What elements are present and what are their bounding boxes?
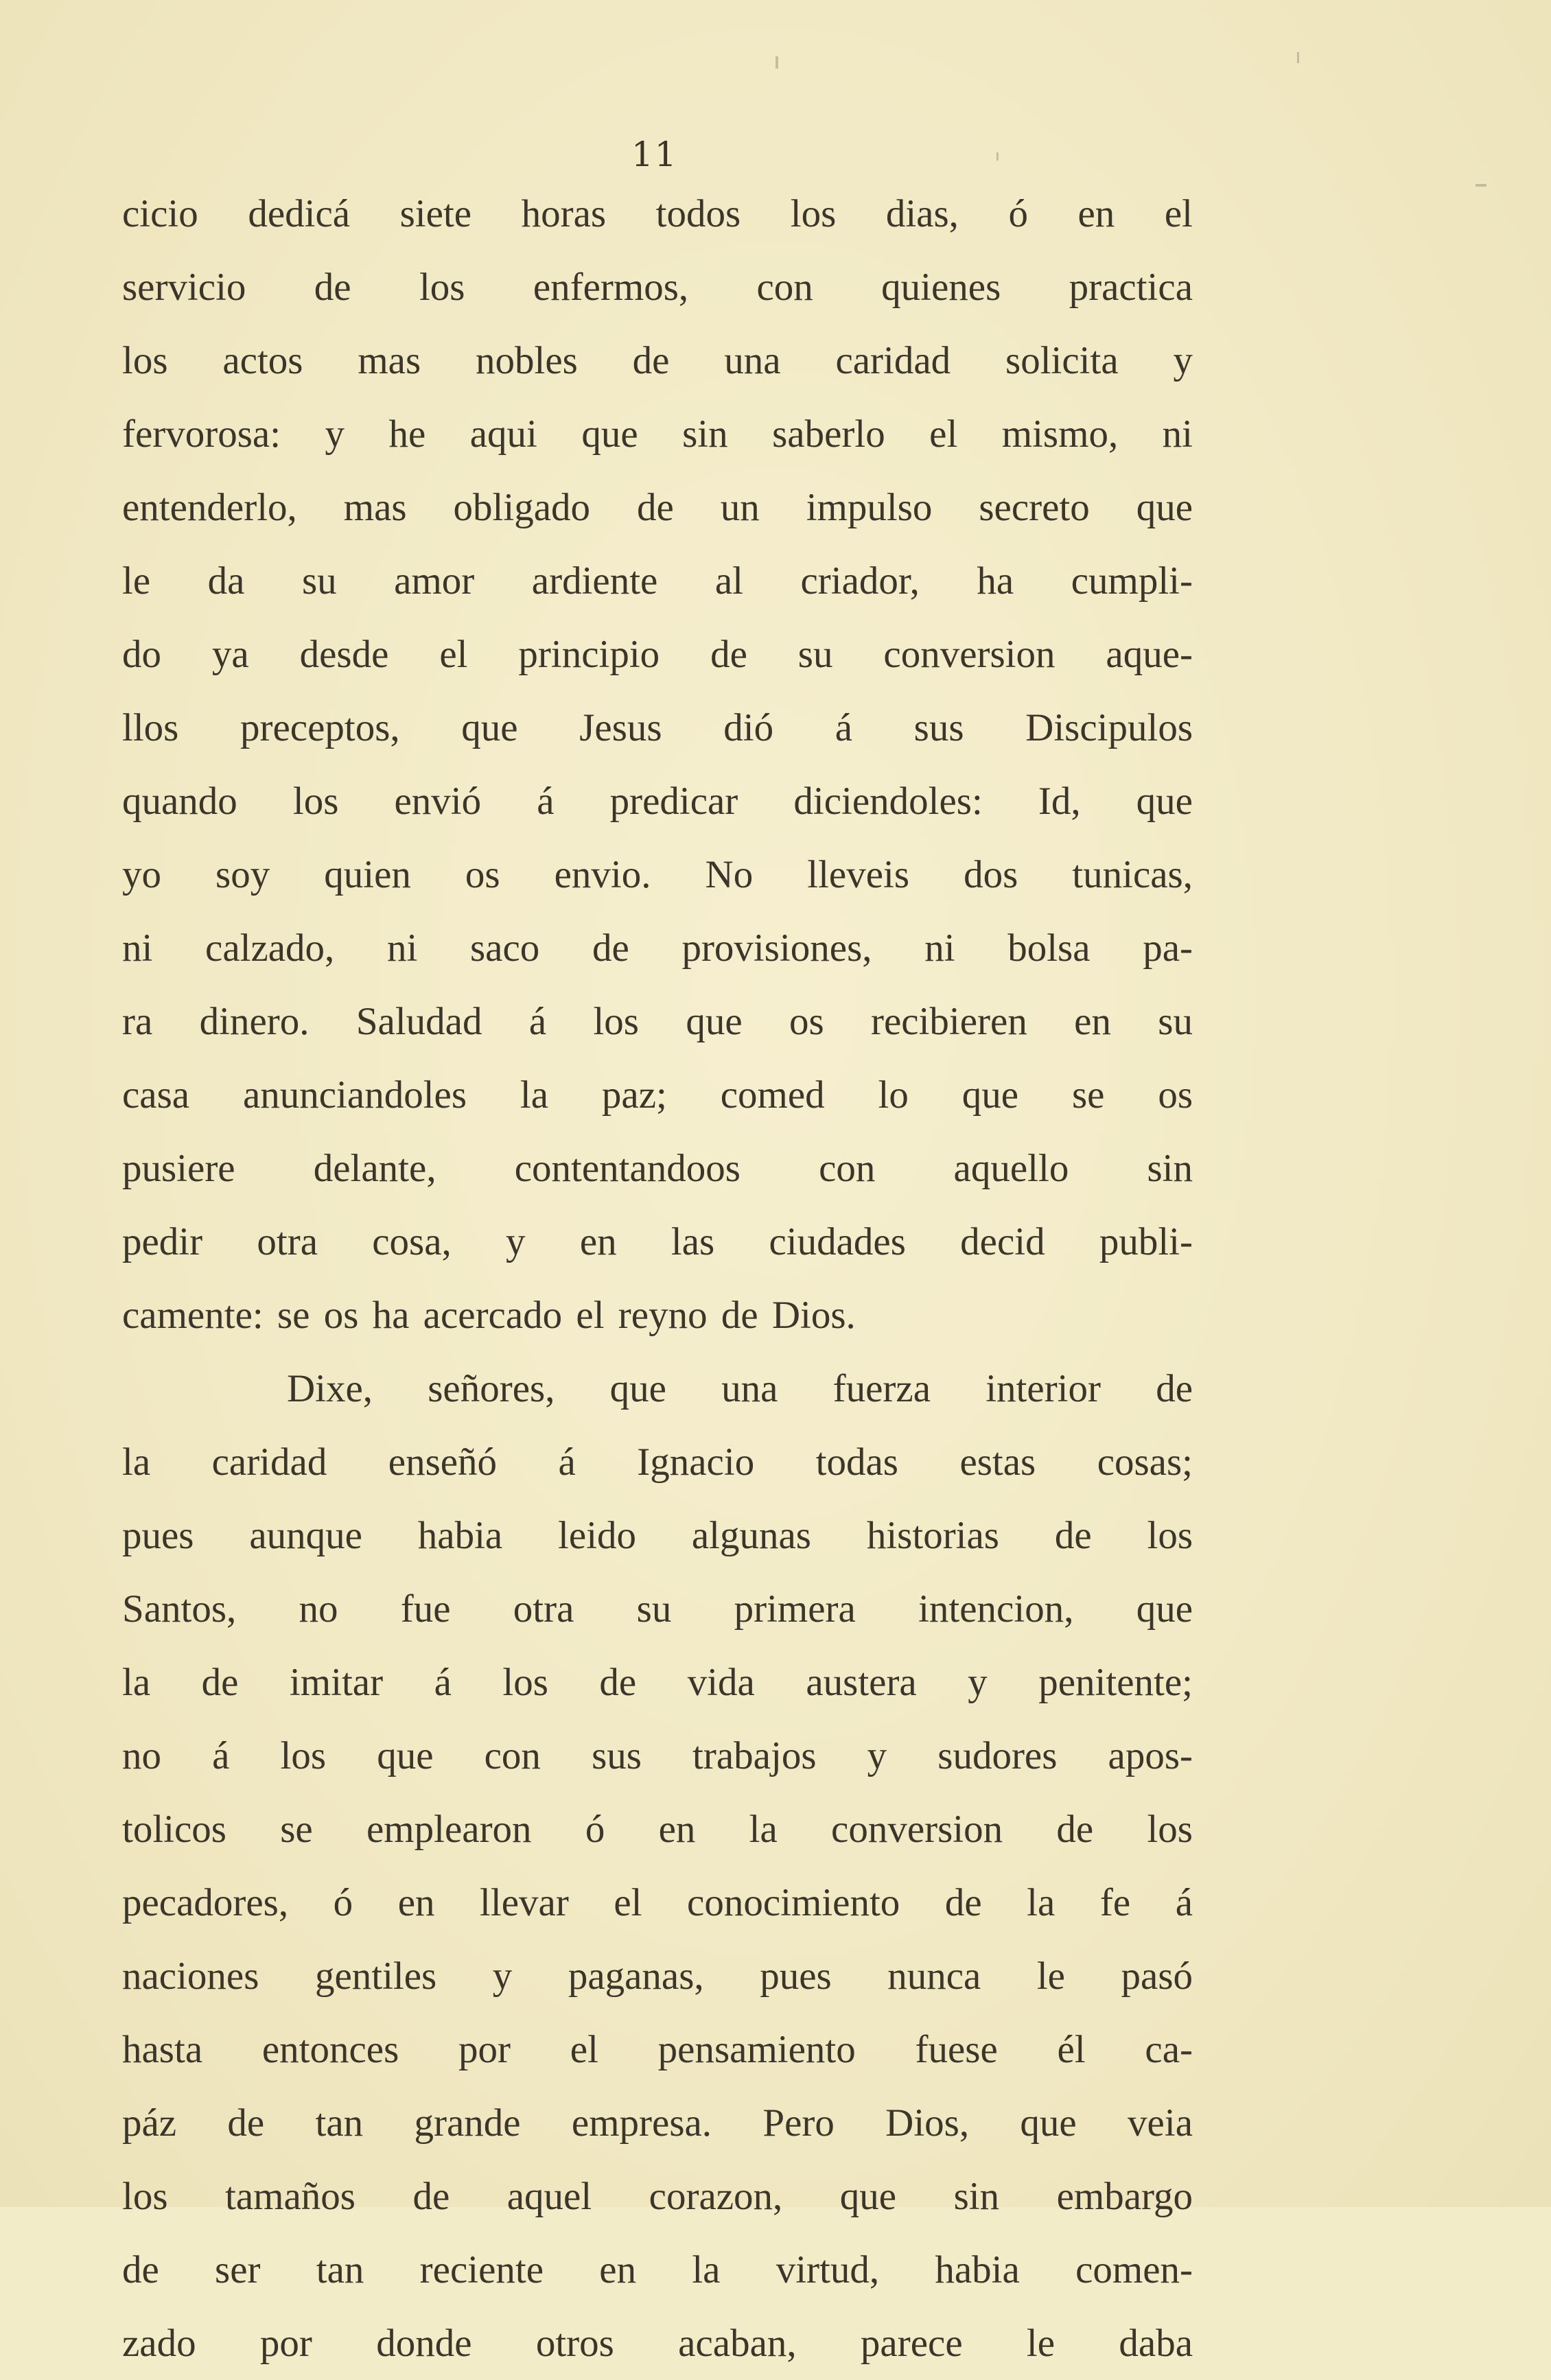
text-line: servicio de los enfermos, con quienes practica: [122, 266, 1193, 309]
text-line: cicio dedicá siete horas todos los dias, ó en el: [122, 192, 1193, 235]
text-line: Santos, no fue otra su primera intencion, que: [122, 1587, 1193, 1631]
page-number: 11: [631, 135, 678, 174]
text-line: llos preceptos, que Jesus dió á sus Discipulos: [122, 706, 1193, 749]
text-line: páz de tan grande empresa. Pero Dios, que veia: [122, 2101, 1193, 2145]
text-line: yo soy quien os envio. No lleveis dos tunicas,: [122, 853, 1193, 896]
text-line: de ser tan reciente en la virtud, habia comen-: [122, 2248, 1193, 2291]
text-line: fervorosa: y he aqui que sin saberlo el mismo, ni: [122, 412, 1193, 456]
text-line: le da su amor ardiente al criador, ha cumpli-: [122, 559, 1193, 603]
text-line: pecadores, ó en llevar el conocimiento de la fe á: [122, 1881, 1193, 1924]
text-line: zado por donde otros acaban, parece le daba: [122, 2322, 1193, 2365]
text-line: pusiere delante, contentandoos con aquello sin: [122, 1147, 1193, 1190]
text-line: no á los que con sus trabajos y sudores apos-: [122, 1734, 1193, 1777]
text-line: la caridad enseñó á Ignacio todas estas cosas;: [122, 1440, 1193, 1484]
text-line: los tamaños de aquel corazon, que sin embargo: [122, 2175, 1193, 2218]
text-line: entenderlo, mas obligado de un impulso secreto que: [122, 486, 1193, 529]
text-line: naciones gentiles y paganas, pues nunca le pasó: [122, 1955, 1193, 1998]
paper-speck: [1476, 184, 1486, 187]
text-line-indented: Dixe, señores, que una fuerza interior de: [287, 1367, 1193, 1410]
text-line: los actos mas nobles de una caridad solicita y: [122, 339, 1193, 382]
text-line: pues aunque habia leido algunas historias de los: [122, 1514, 1193, 1557]
text-line: ni calzado, ni saco de provisiones, ni bolsa pa-: [122, 926, 1193, 970]
text-line: ra dinero. Saludad á los que os recibieren en su: [122, 1000, 1193, 1043]
text-line: pedir otra cosa, y en las ciudades decid publi-: [122, 1220, 1193, 1263]
text-line: casa anunciandoles la paz; comed lo que se os: [122, 1073, 1193, 1117]
text-line: do ya desde el principio de su conversion aque-: [122, 633, 1193, 676]
text-line: camente: se os ha acercado el reyno de Dios.: [122, 1294, 856, 1337]
text-line: tolicos se emplearon ó en la conversion de los: [122, 1808, 1193, 1851]
text-line: la de imitar á los de vida austera y penitente;: [122, 1661, 1193, 1704]
text-line: quando los envió á predicar diciendoles: Id, que: [122, 780, 1193, 823]
body-text: [122, 177, 1193, 2380]
text-line: hasta entonces por el pensamiento fuese él ca-: [122, 2028, 1193, 2071]
paper-speck: [1297, 52, 1299, 63]
paper-speck: [996, 152, 999, 161]
paper-speck: [775, 56, 778, 69]
